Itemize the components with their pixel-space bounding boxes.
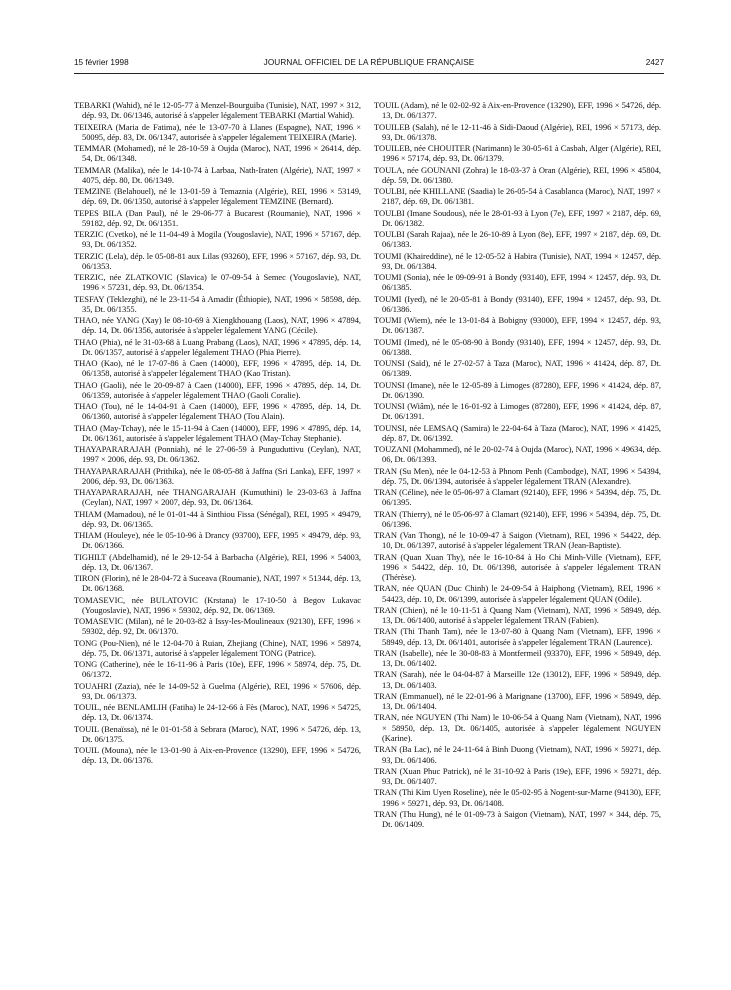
register-entry: TOULA, née GOUNANI (Zohra) le 18-03-37 à Oran (Algérie), REI, 1996 × 45804, dép. 59, Dt. 06/1380. (374, 164, 661, 185)
register-entry: TRAN (Xuan Phuc Patrick), né le 31-10-92 à Paris (19e), EFF, 1996 × 59271, dép. 93, Dt. 06/1407. (374, 765, 661, 787)
register-entry: TOUNSI (Imane), née le 12-05-89 à Limoges (87280), EFF, 1996 × 41424, dép. 87, Dt. 06/1390. (374, 379, 661, 400)
register-entry: TOUMI (Iyed), né le 20-05-81 à Bondy (93140), EFF, 1994 × 12457, dép. 93, Dt. 06/1386. (374, 293, 661, 314)
register-entry: TOULBI (Imane Soudous), née le 28-01-93 à Lyon (7e), EFF, 1997 × 2187, dép. 69, Dt. 06/1382. (374, 207, 661, 228)
register-entry: THAYAPARARAJAH (Ponniah), né le 27-06-59 à Punguduttivu (Ceylan), NAT, 1997 × 2006, dép. 93, Dt. 06/1362. (74, 444, 361, 465)
register-entry: TOUMI (Sonia), née le 09-09-91 à Bondy (93140), EFF, 1994 × 12457, dép. 93, Dt. 06/1385. (374, 272, 661, 293)
header-rule (74, 73, 664, 74)
register-entry: TRAN (Ba Lac), né le 24-11-64 à Binh Duong (Vietnam), NAT, 1996 × 59271, dép. 93, Dt. 06/1406. (374, 744, 661, 765)
page-number: 2427 (645, 58, 664, 67)
register-entry: TIGHILT (Abdelhamid), né le 29-12-54 à Barbacha (Algérie), REI, 1996 × 54003, dép. 13, Dt. 06/1367. (74, 551, 361, 572)
register-entry: THAO (Kao), né le 17-07-86 à Caen (14000), EFF, 1996 × 47895, dép. 14, Dt. 06/1358, autorisé à s'appeler légalement THAO (Kao Tristan). (74, 358, 361, 379)
register-entry: TOUAHRI (Zazia), née le 14-09-52 à Guelma (Algérie), REI, 1996 × 57606, dép. 93, Dt. 06/1373. (74, 680, 361, 701)
register-entry: TEMZINE (Belahouel), né le 13-01-59 à Temaznia (Algérie), REI, 1996 × 53149, dép. 69, Dt. 06/1350, autorisé à s'appeler légalement TEMZINE (Bernard). (74, 186, 361, 207)
register-entry: TESFAY (Teklezghi), né le 23-11-54 à Amadir (Éthiopie), NAT, 1996 × 58598, dép. 35, Dt. 06/1355. (74, 293, 361, 314)
register-entry: TRAN (Thierry), né le 05-06-97 à Clamart (92140), EFF, 1996 × 54394, dép. 75, Dt. 06/1396. (374, 508, 661, 529)
register-entry: TEIXEIRA (Maria de Fatima), née le 13-07-70 à Llanes (Espagne), NAT, 1996 × 50095, dép. 83, Dt. 06/1347, autorisée à s'appeler légalement TEIXEIRA (Marie). (74, 121, 361, 142)
register-entry: TOMASEVIC, née BULATOVIC (Krstana) le 17-10-50 à Begov Lukavac (Yougoslavie), NAT, 1996 × 59302, dép. 92, Dt. 06/1369. (74, 594, 361, 615)
register-entry: TERZIC (Cvetko), né le 11-04-49 à Mogila (Yougoslavie), NAT, 1996 × 57167, dép. 93, Dt. 06/1352. (74, 229, 361, 250)
register-entry: TRAN, née QUAN (Duc Chinh) le 24-09-54 à Haiphong (Vietnam), REI, 1996 × 54423, dép. 10, Dt. 06/1399, autorisée à s'appeler légalement QUAN (Odile). (374, 583, 661, 604)
register-entry: TOULBI (Sarah Rajaa), née le 26-10-89 à Lyon (8e), EFF, 1997 × 2187, dép. 69, Dt. 06/1383. (374, 229, 661, 250)
register-entry: TEMMAR (Malika), née le 14-10-74 à Larbaa, Nath-Iraten (Algérie), NAT, 1997 × 4075, dép. 80, Dt. 06/1349. (74, 164, 361, 185)
register-entry: TRAN (Thi Thanh Tam), née le 13-07-80 à Quang Nam (Vietnam), EFF, 1996 × 58949, dép. 13, Dt. 06/1401, autorisée à s'appeler légalement TRAN (Laurence). (374, 626, 661, 647)
register-entry: TRAN (Isabelle), née le 30-08-83 à Montfermeil (93370), EFF, 1996 × 58949, dép. 13, Dt. 06/1402. (374, 647, 661, 669)
register-entry: TERZIC (Lela), dép. le 05-08-81 aux Lilas (93260), EFF, 1996 × 57167, dép. 93, Dt. 06/1353. (74, 250, 361, 271)
left-column (74, 100, 361, 767)
register-entry: THAYAPARARAJAH (Prithika), née le 08-05-88 à Jaffna (Sri Lanka), EFF, 1997 × 2006, dép. 93, Dt. 06/1363. (74, 465, 361, 486)
register-entry: TOUMI (Khaireddine), né le 12-05-52 à Habira (Tunisie), NAT, 1994 × 12457, dép. 93, Dt. 06/1384. (374, 250, 661, 271)
register-entry: TOUILEB (Salah), né le 12-11-46 à Sidi-Daoud (Algérie), REI, 1996 × 57173, dép. 93, Dt. 06/1378. (374, 121, 661, 142)
register-entry: THAYAPARARAJAH, née THANGARAJAH (Kumuthini) le 23-03-63 à Jaffna (Ceylan), NAT, 1997 × 2007, dép. 93, Dt. 06/1364. (74, 487, 361, 508)
register-entry: TOUMI (Imed), né le 05-08-90 à Bondy (93140), EFF, 1994 × 12457, dép. 93, Dt. 06/1388. (374, 336, 661, 357)
register-entry: TONG (Catherine), née le 16-11-96 à Paris (10e), EFF, 1996 × 58974, dép. 75, Dt. 06/1372. (74, 659, 361, 680)
register-entry: TOUZANI (Mohammed), né le 20-02-74 à Oujda (Maroc), NAT, 1996 × 49634, dép. 06, Dt. 06/1393. (374, 444, 661, 465)
register-entry: TIRON (Florin), né le 28-04-72 à Suceava (Roumanie), NAT, 1997 × 51344, dép. 13, Dt. 06/1368. (74, 573, 361, 594)
register-entry: THAO (Tou), né le 14-04-91 à Caen (14000), EFF, 1996 × 47895, dép. 14, Dt. 06/1360, autorisé à s'appeler légalement THAO (Tou Alain). (74, 401, 361, 422)
register-entry: THAO (Phia), né le 31-03-68 à Luang Prabang (Laos), NAT, 1996 × 47895, dép. 14, Dt. 06/1357, autorisé à s'appeler légalement THAO (Phia Pierre). (74, 336, 361, 357)
register-entry: TOUILEB, née CHOUITER (Narimann) le 30-05-61 à Casbah, Alger (Algérie), REI, 1996 × 57174, dép. 93, Dt. 06/1379. (374, 143, 661, 164)
register-entry: TRAN (Emmanuel), né le 22-01-96 à Marignane (13700), EFF, 1996 × 58949, dép. 13, Dt. 06/1404. (374, 690, 661, 712)
register-entry: TEBARKI (Wahid), né le 12-05-77 à Menzel-Bourguiba (Tunisie), NAT, 1997 × 312, dép. 93, Dt. 06/1346, autorisé à s'appeler légalement TEBARKI (Martial Wahid). (74, 100, 361, 121)
register-entry: TRAN (Chien), né le 10-11-51 à Quang Nam (Vietnam), NAT, 1996 × 58949, dép. 13, Dt. 06/1400, autorisé à s'appeler légalement TRAN (Fabien). (374, 604, 661, 626)
register-entry: THAO (May-Tchay), née le 15-11-94 à Caen (14000), EFF, 1996 × 47895, dép. 14, Dt. 06/1361, autorisée à s'appeler légalement THAO (May-Tchay Stephanie). (74, 422, 361, 443)
register-entry: TOUNSI (Wiâm), née le 16-01-92 à Limoges (87280), EFF, 1996 × 41424, dép. 87, Dt. 06/1391. (374, 401, 661, 422)
register-entry: TOUNSI (Saïd), né le 27-02-57 à Taza (Maroc), NAT, 1996 × 41424, dép. 87, Dt. 06/1389. (374, 358, 661, 379)
register-entry: TOULBI, née KHILLANE (Saadia) le 26-05-54 à Casablanca (Maroc), NAT, 1997 × 2187, dép. 69, Dt. 06/1381. (374, 186, 661, 207)
register-entry: THAO, née YANG (Xay) le 08-10-69 à Xiengkhouang (Laos), NAT, 1996 × 47894, dép. 14, Dt. 06/1356, autorisée à s'appeler légalement YANG (Cécile). (74, 315, 361, 336)
register-entry: TRAN, née NGUYEN (Thi Nam) le 10-06-54 à Quang Nam (Vietnam), NAT, 1996 × 58950, dép. 13, Dt. 06/1405, autorisée à s'appeler légalement NGUYEN (Karine). (374, 712, 661, 744)
register-entry: THIAM (Houleye), née le 05-10-96 à Drancy (93700), EFF, 1995 × 49479, dép. 93, Dt. 06/1366. (74, 530, 361, 551)
register-entry: TRAN (Van Thong), né le 10-09-47 à Saigon (Vietnam), REI, 1996 × 54422, dép. 10, Dt. 06/1397, autorisé à s'appeler légalement TRAN (Jean-Baptiste). (374, 530, 661, 551)
register-entry: TERZIC, née ZLATKOVIC (Slavica) le 07-09-54 à Semec (Yougoslavie), NAT, 1996 × 57231, dép. 93, Dt. 06/1354. (74, 272, 361, 293)
register-entry: TOMASEVIC (Milan), né le 20-03-82 à Issy-les-Moulineaux (92130), EFF, 1996 × 59302, dép. 92, Dt. 06/1370. (74, 616, 361, 637)
page-header (74, 58, 664, 70)
register-entry: TRAN (Quan Xuan Thy), née le 16-10-84 à Ho Chi Minh-Ville (Vietnam), EFF, 1996 × 54422, dép. 10, Dt. 06/1398, autorisée à s'appeler légalement TRAN (Thérèse). (374, 551, 661, 583)
register-entry: TRAN (Sarah), née le 04-04-87 à Marseille 12e (13012), EFF, 1996 × 58949, dép. 13, Dt. 06/1403. (374, 669, 661, 690)
register-entry: TOUIL (Benaïssa), né le 01-01-58 à Sebrara (Maroc), NAT, 1996 × 54726, dép. 13, Dt. 06/1375. (74, 723, 361, 744)
journal-title: JOURNAL OFFICIEL DE LA RÉPUBLIQUE FRANÇAISE (263, 58, 475, 67)
register-entry: TRAN (Céline), née le 05-06-97 à Clamart (92140), EFF, 1996 × 54394, dép. 75, Dt. 06/1395. (374, 487, 661, 508)
header-date: 15 février 1998 (74, 58, 129, 67)
register-entry: TRAN (Thu Hung), né le 01-09-73 à Saigon (Vietnam), NAT, 1997 × 344, dép. 75, Dt. 06/1409. (374, 808, 661, 830)
right-column (374, 100, 661, 830)
register-entry: TOUIL, née BENLAMLIH (Fatiha) le 24-12-66 à Fès (Maroc), NAT, 1996 × 54725, dép. 13, Dt. 06/1374. (74, 702, 361, 723)
register-entry: TEPES BILA (Dan Paul), né le 29-06-77 à Bucarest (Roumanie), NAT, 1996 × 59182, dép. 92, Dt. 06/1351. (74, 207, 361, 228)
register-entry: THAO (Gaoli), née le 20-09-87 à Caen (14000), EFF, 1996 × 47895, dép. 14, Dt. 06/1359, autorisée à s'appeler légalement THAO (Gaoli Coralie). (74, 379, 361, 400)
register-entry: TEMMAR (Mohamed), né le 28-10-59 à Oujda (Maroc), NAT, 1996 × 26414, dép. 54, Dt. 06/1348. (74, 143, 361, 164)
register-entry: TOUMI (Wiem), née le 13-01-84 à Bobigny (93000), EFF, 1994 × 12457, dép. 93, Dt. 06/1387. (374, 315, 661, 336)
register-entry: TOUIL (Adam), né le 02-02-92 à Aix-en-Provence (13290), EFF, 1996 × 54726, dép. 13, Dt. 06/1377. (374, 100, 661, 121)
register-entry: TRAN (Thi Kim Uyen Roseline), née le 05-02-95 à Nogent-sur-Marne (94130), EFF, 1996 × 59271, dép. 93, Dt. 06/1408. (374, 787, 661, 808)
register-entry: TOUIL (Mouna), née le 13-01-90 à Aix-en-Provence (13290), EFF, 1996 × 54726, dép. 13, Dt. 06/1376. (74, 745, 361, 766)
register-entry: TRAN (Su Men), née le 04-12-53 à Phnom Penh (Cambodge), NAT, 1996 × 54394, dép. 75, Dt. 06/1394, autorisée à s'appeler légalement TRAN (Alexandre). (374, 465, 661, 486)
register-entry: TONG (Pou-Nien), né le 12-04-70 à Ruian, Zhejiang (Chine), NAT, 1996 × 58974, dép. 75, Dt. 06/1371, autorisé à s'appeler légalement TONG (Patrice). (74, 637, 361, 658)
register-entry: THIAM (Mamadou), né le 01-01-44 à Sinthiou Fissa (Sénégal), REI, 1995 × 49479, dép. 93, Dt. 06/1365. (74, 508, 361, 529)
register-entry: TOUNSI, née LEMSAQ (Samira) le 22-04-64 à Taza (Maroc), NAT, 1996 × 41425, dép. 87, Dt. 06/1392. (374, 422, 661, 443)
